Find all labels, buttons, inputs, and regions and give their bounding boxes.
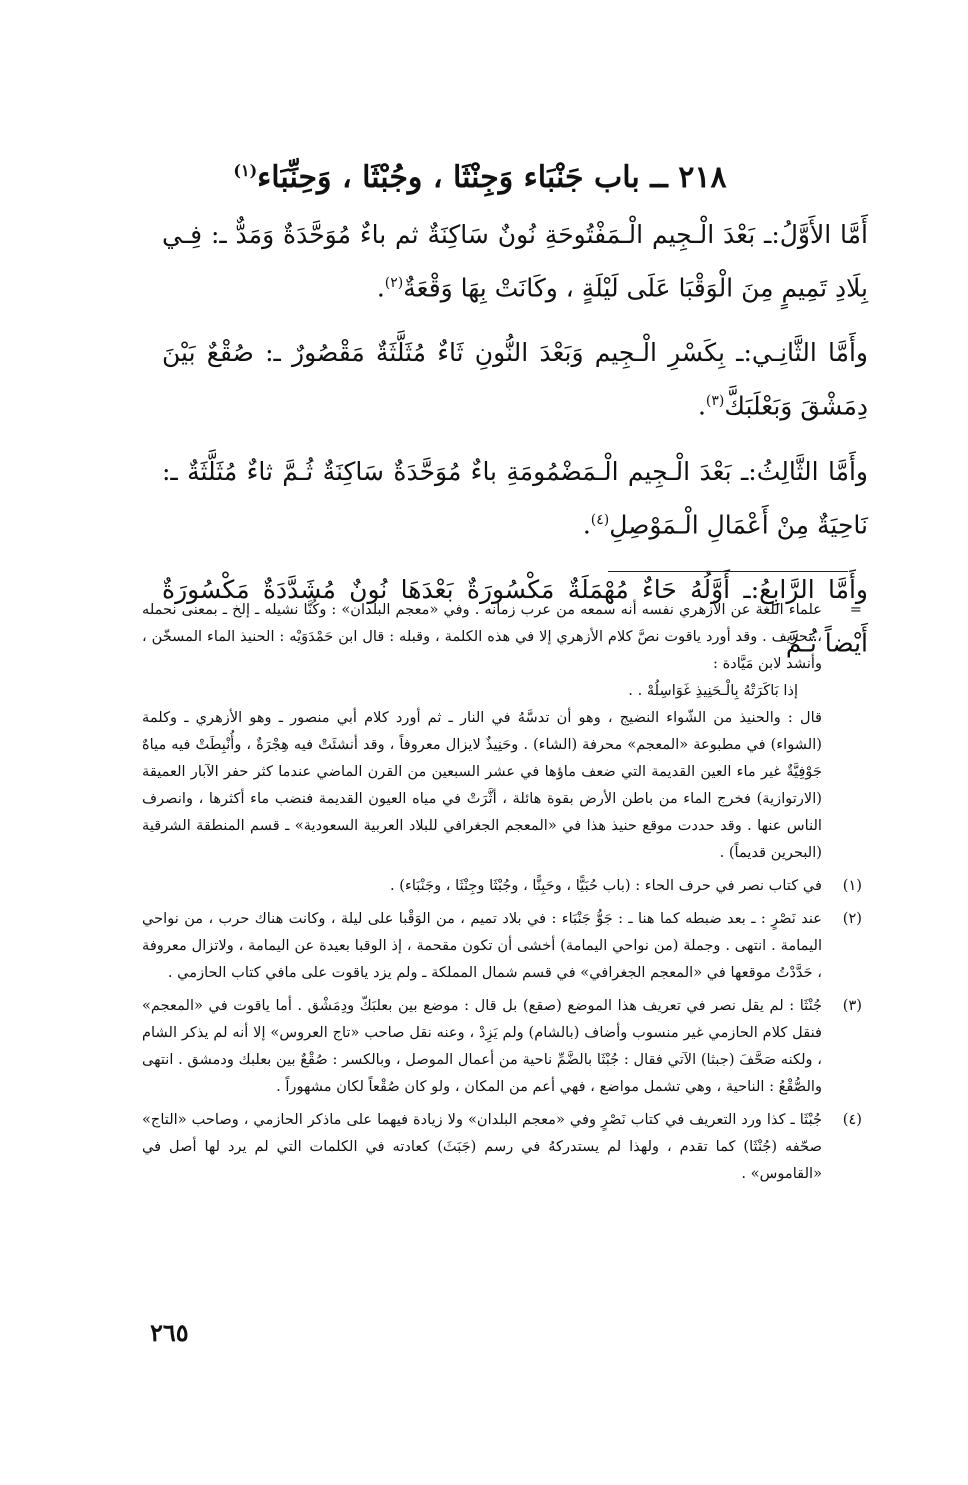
main-paragraph: وأَمَّا الرَّابِعُ:ـ أَوَّلُهُ حَاءٌ مُهْمَلَةٌ مَكْسُورَةٌ بَعْدَهَا نُونٌ مُشَدَّدَةٌ مَكْسُورَةٌ أَيْضاً ثُـمَّ	[162, 574, 868, 658]
footnote-ref: (٤)	[590, 511, 610, 528]
footnote	[142, 1106, 862, 1187]
footnote-text: علماء اللغة عن الأزهري نفسه أنه سمعه من عرب زمانه . وفي «معجم البلدان» : وكُنَّا نشيله ـ إلخ ـ بمعنى نحمله ، تحريف . وقد أورد ياقوت نصَّ كلام الأزهري إلا في هذه الكلمة ، وقبله : قال ابن حَمْدَوَيْه : الحنيذ الماء المسخّن ، وأنشد لابن مَيَّادة :	[142, 601, 822, 672]
footnote-ref: (٣)	[705, 393, 725, 410]
footnote	[142, 905, 862, 986]
main-paragraph: وأَمَّا الثَّانِـي:ـ بِكَسْرِ الْـجِيم وَبَعْدَ النُّونِ ثَاءٌ مُثَلَّثَةٌ مَقْصُورٌ ـ: صُقْعٌ بَيْنَ دِمَشْقَ وَبَعْلَبَكَّ$^{(٣)}$.	[162, 338, 868, 421]
chapter-title-footnote-ref: (١)	[233, 161, 258, 180]
continuation-marker: =	[849, 601, 862, 618]
footnotes	[142, 596, 862, 1193]
footnote-text: في كتاب نصر في حرف الحاء : (باب حُبَيًّا ، وحَبِنًّا ، وجُبْثَا وجِنْثَا ، وجَنْبَاء) .	[390, 877, 822, 894]
main-paragraph: أَمَّا الأَوَّلُ:ـ بَعْدَ الْـجِيم الْـمَفْتُوحَةِ نُونٌ سَاكِنَةٌ ثم باءٌ مُوَحَّدَةٌ وَمَدٌّ ـ: فِـي بِلَادِ تَمِيمٍ مِنَ الْوَقْبَا عَلَى لَيْلَةٍ ، وكَانَتْ بِهَا وَقْعَةٌ$^{(٢)}$.	[162, 220, 868, 303]
footnote-number: (١)	[842, 877, 862, 894]
footnote-number: (٤)	[842, 1111, 862, 1128]
footnote-ref: (٢)	[384, 275, 404, 291]
chapter-title	[220, 160, 740, 195]
poetry-quote: إذا بَاكَرَتْهُ بِالْـحَنِيذِ غَوَاسِلُهْ . .	[628, 682, 798, 699]
footnote	[142, 872, 862, 899]
footnote-text: جُنْثَا : لم يقل نصر في تعريف هذا الموضع (صقع) بل قال : موضع بين بعلبَكّ ودِمَشْق . أما ياقوت في «المعجم» فنقل كلام الحازمي غير منسوب وأضاف (بالشام) ولم يَزِدْ ، وعنه نقل صاحب «تاج العروس» إلا أنه لم يذكر الشام ، ولكنه صَحَّفَ (جبثا) الآتي فقال : جُبْثَا بالضَّمِّ ناحية من أعمال الموصل ، وبالكسر : صُقْعٌ بين بعلبك ودمشق . انتهى والصُّقْعُ : الناحية ، وهي تشمل مواضع ، فهي أعم من المكان ، ولو كان صُقْعاً لكان مشهوراً .	[142, 997, 822, 1095]
footnote	[142, 992, 862, 1100]
footnote-text: جُبْثَا ـ كذا ورد التعريف في كتاب نَصْرٍ وفي «معجم البلدان» ولا زيادة فيهما على ماذكر الحازمي ، وصاحب «التاج» صحّفه (جُنْثَا) كما تقدم ، ولهذا لم يستدركهُ في رسم (جَبَثَ) كعادته في الكلمات التي لم يرد لها أصل في «القاموس» .	[142, 1111, 822, 1182]
footnote-text: عند نَصْرٍ : ـ بعد ضبطه كما هنا ـ : جَوُّ جَنْبَاء : في بلاد تميم ، من الوَقْبا على ليلة ، وكانت هناك حرب ، من نواحي اليمامة . انتهى . وجملة (من نواحي اليمامة) أخشى أن تكون مقحمة ، إذ الوقبا بعيدة عن اليمامة ، ولاتزال معروفة ، حَدَّدْتُ موقعها في «المعجم الجغرافي» في قسم شمال المملكة ـ ولم يزد ياقوت على مافي كتاب الحازمي .	[142, 910, 822, 981]
footnote-divider	[608, 571, 848, 572]
footnote-text: قال : والحنيذ من الشّواء النضيج ، وهو أن تدسَّهُ في النار ـ ثم أورد كلام أبي منصور ـ وهو الأزهري ـ وكلمة (الشواء) في مطبوعة «المعجم» محرفة (الشاء) . وحَنِيذٌ لايزال معروفاً ، وقد أنشئَتْ فيه هِجْرَةٌ ، وأُنْبِطَتْ فيه مياهٌ جَوْفِيَّةٌ غير ماء العين القديمة التي ضعف ماؤها في عشر السبعين من القرن الماضي عندما كثر حفر الآبار العميقة (الارتوازية) فخرج الماء من باطن الأرض بقوة هائلة ، أثَّرَتْ في مياه العيون القديمة فنضب ماء أكثرها ، وانصرف الناس عنها . وقد حددت موقع حنيذ هذا في «المعجم الجغرافي للبلاد العربية السعودية» ـ قسم المنطقة الشرقية (البحرين قديماً) .	[142, 709, 822, 861]
footnote-number: (٢)	[842, 910, 862, 927]
chapter-title-text: ٢١٨ ــ باب جَنْبَاء وَجِنْثَا ، وجُبْثَا ، وَحِنِّبَاء	[257, 160, 727, 195]
page-number: ٢٦٥	[150, 1318, 189, 1347]
footnote-number: (٣)	[842, 997, 862, 1014]
footnote-continuation	[142, 596, 862, 866]
main-paragraph: وأَمَّا الثَّالِثُ:ـ بَعْدَ الْـجِيم الْـمَضْمُومَةِ باءٌ مُوَحَّدَةٌ سَاكِنَةٌ ثُـمَّ ثاءٌ مُثَلَّثَةٌ ـ: نَاحِيَةٌ مِنْ أَعْمَالِ الْـمَوْصِلِ$^{(٤)}$.	[162, 456, 868, 539]
